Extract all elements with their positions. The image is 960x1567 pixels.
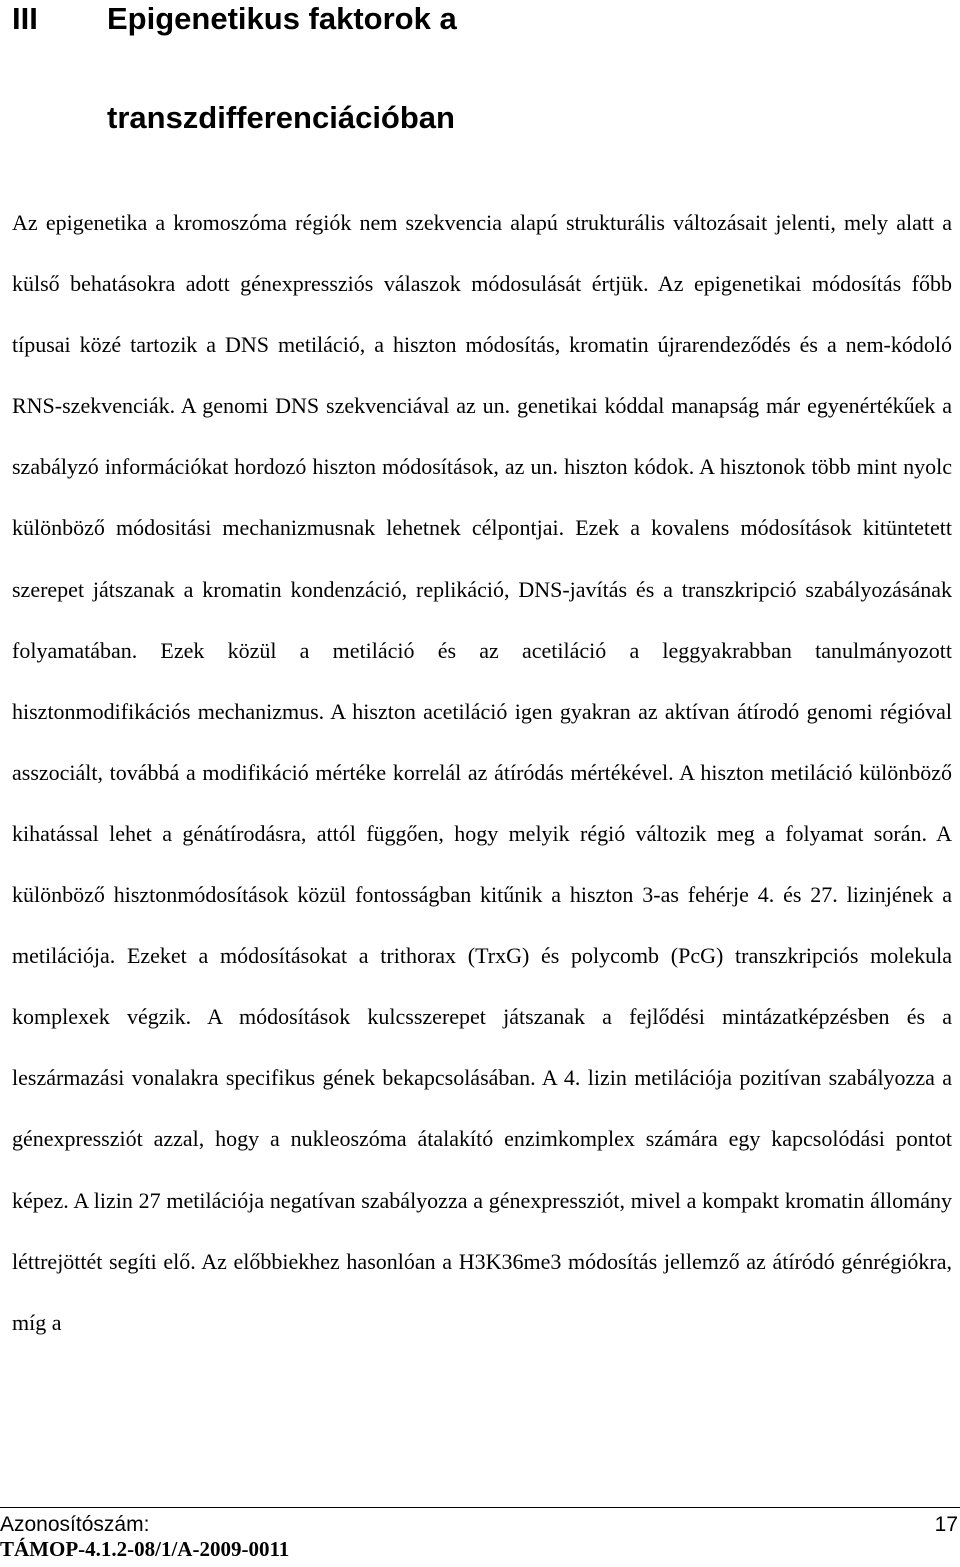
footer-divider	[0, 1507, 960, 1508]
page-number: 17	[934, 1513, 958, 1536]
body-paragraph: Az epigenetika a kromoszóma régiók nem szekvencia alapú strukturális változásait jelenti, mely alatt a külső behatásokra adott génexpressziós válaszok módosulását értjük. Az epigenetikai módosítás főbb típusai közé tartozik a DNS metiláció, a hiszton módosítás, kromatin újrarendeződés és a nem-kódoló RNS-szekvenciák. A genomi DNS szekvenciával az un. genetikai kóddal manapság már egyenértékűek a szabályzó információkat hordozó hiszton módosítások, az un. hiszton kódok. A hisztonok több mint nyolc különböző módositási mechanizmusnak lehetnek célpontjai. Ezek a kovalens módosítások kitüntetett szerepet játszanak a kromatin kondenzáció, replikáció, DNS-javítás és a transzkripció szabályozásának folyamatában. Ezek közül a metiláció és az acetiláció a leggyakrabban tanulmányozott hisztonmodifikációs mechanizmus. A hiszton acetiláció igen gyakran az aktívan átírodó genomi régióval asszociált, továbbá a modifikáció mértéke korrelál az átíródás mértékével. A hiszton metiláció különböző kihatással lehet a génátírodásra, attól függően, hogy melyik régió változik meg a folyamat során. A különböző hisztonmódosítások közül fontosságban kitűnik a hiszton 3-as fehérje 4. és 27. lizinjének a metilációja. Ezeket a módosításokat a trithorax (TrxG) és polycomb (PcG) transzkripciós molekula komplexek végzik. A módosítások kulcsszerepet játszanak a fejlődési mintázatképzésben és a leszármazási vonalakra specifikus gének bekapcsolásában. A 4. lizin metilációja pozitívan szabályozza a génexpressziót azzal, hogy a nukleoszóma átalakító enzimkomplex számára egy kapcsolódási pontot képez. A lizin 27 metilációja negatívan szabályozza a génexpressziót, mivel a kompakt kromatin állomány léttrejöttét segíti elő. Az előbbiekhez hasonlóan a H3K36me3 módosítás jellemző az átíródó génrégiókra, míg a	[12, 210, 952, 1335]
footer-project-code: TÁMOP-4.1.2-08/1/A-2009-0011	[0, 1537, 290, 1561]
section-title-line-2: transzdifferenciációban	[107, 100, 455, 135]
section-title-line-1: Epigenetikus faktorok a	[107, 1, 457, 36]
footer-id-label: Azonosítószám:	[0, 1513, 150, 1536]
section-number: III	[12, 1, 38, 36]
